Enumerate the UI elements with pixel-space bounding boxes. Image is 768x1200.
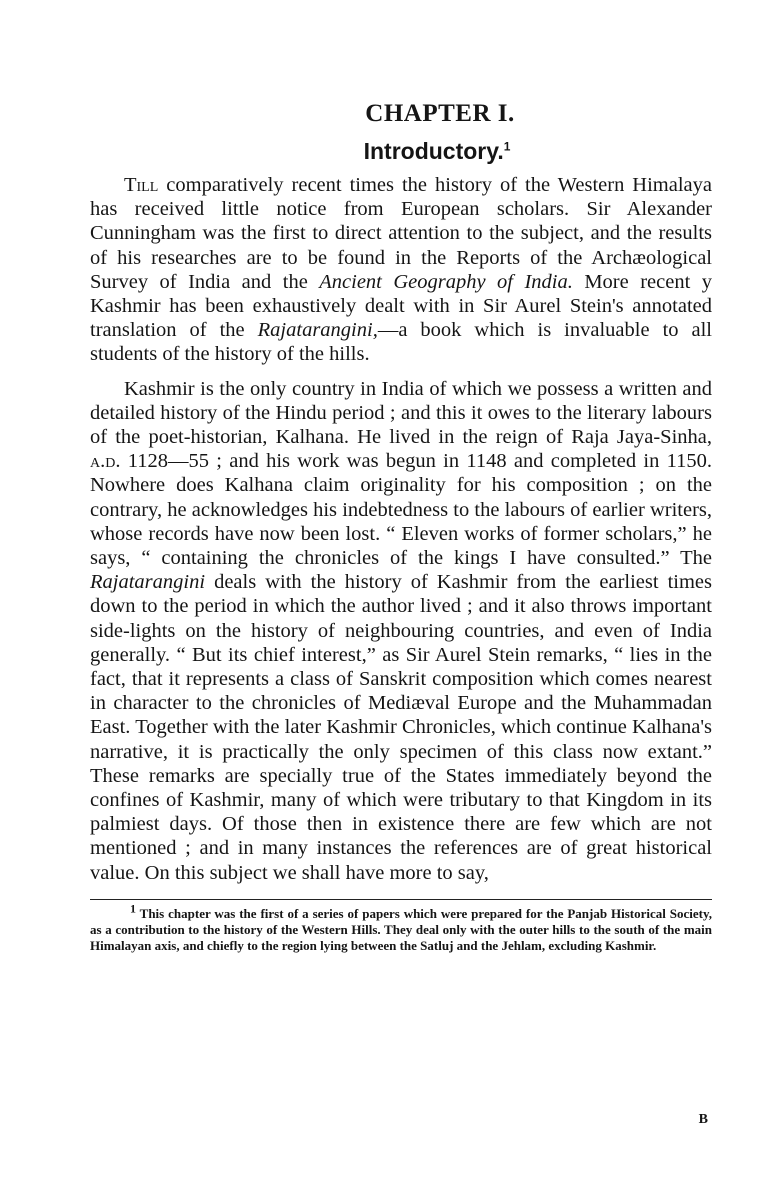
paragraph-1-text-a: comparatively recent times the history of the Western Himalaya has received little notice from European scholars. Sir Alexander Cunningham was the first to direct attention to the subject, and the results of his researches are to be found in the Reports of the Archæological Survey of India and the: [90, 174, 712, 293]
chapter-heading: CHAPTER I.: [365, 100, 515, 127]
footnote-reference: 1: [503, 139, 511, 154]
page-content: [90, 100, 712, 954]
book-title-ancient-geography: Ancient Geography of India.: [319, 270, 573, 293]
paragraph-2-text-b: 1128—55 ; and his work was begun in 1148 and completed in 1150. Nowhere does Kalhana claim originality for his composition ; on the contrary, he acknowledges his indebtedness to the labours of earlier writers, whose records have now been lost. “ Eleven works of former scholars,” he says, “ containing the chronicles of the kings I have consulted.” The: [90, 450, 712, 570]
paragraph-1-text-b: More recent y Kashmir has been exhaustively dealt with in Sir Aurel Stein's annotated translation of the: [90, 270, 712, 342]
paragraph-1-text-c: —a book which is invaluable to all students of the history of the hills.: [90, 319, 712, 366]
signature-mark: B: [698, 1112, 708, 1127]
footnote-marker: 1: [130, 901, 136, 916]
book-title-rajatarangini-2: Rajatarangini: [90, 571, 206, 594]
chapter-title-text: Introductory.: [363, 138, 504, 164]
paragraph-2-text-c: deals with the history of Kashmir from the earliest times down to the period in which the author lived ; and it also throws important side-lights on the history of neighbouring countries, and even of India generally. “ But its chief interest,” as Sir Aurel Stein remarks, “ lies in the fact, that it represents a class of Sanskrit composition which comes nearest in character to the chronicles of Mediæval Europe and the Muhammadan East. Together with the later Kashmir Chronicles, which continue Kalhana's narrative, it is practically the only specimen of this class now extant.” These remarks are specially true of the States immediately beyond the confines of Kashmir, many of which were tributary to that Kingdom in its palmiest days. Of those then in existence there are few which are not mentioned ; and in many instances the references are of great historical value. On this subject we shall have more to say,: [90, 571, 712, 884]
footnote: [90, 901, 712, 954]
chapter-title: [90, 138, 712, 165]
paragraph-1: [90, 173, 712, 367]
paragraph-2-text-a: Kashmir is the only country in India of which we possess a written and detailed history of the Hindu period ; and this it owes to the literary labours of the poet-historian, Kalhana. He lived in the reign of Raja Jaya-Sinha,: [90, 377, 712, 449]
footnote-divider: [90, 899, 712, 900]
era-abbreviation: a.d.: [90, 450, 121, 473]
paragraph-2: [90, 377, 712, 885]
footnote-text: This chapter was the first of a series of papers which were prepared for the Panjab Historical Society, as a contribution to the history of the Western Hills. They deal only with the outer hills to the south of the main Himalayan axis, and chiefly to the region lying between the Satluj and the Jehlam, excluding Kashmir.: [90, 905, 712, 953]
book-title-rajatarangini: Rajatarangini,: [257, 319, 378, 342]
lead-word: Till: [124, 174, 159, 196]
